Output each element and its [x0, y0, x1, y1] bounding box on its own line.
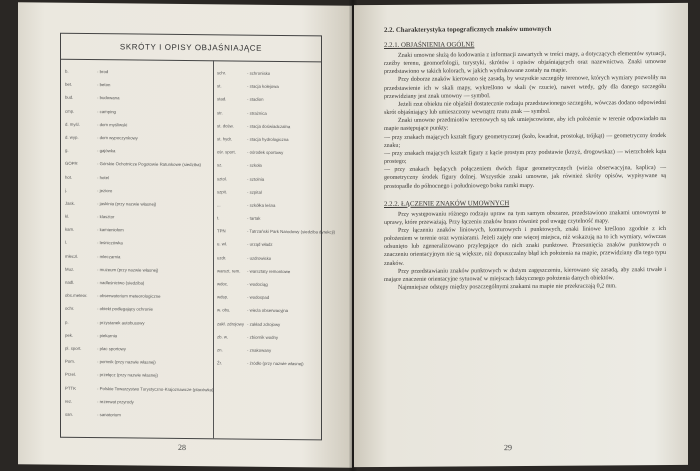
abbreviation-meaning: - muzeum (przy nazwie własnej)	[97, 266, 159, 273]
abbreviation: j.	[65, 187, 68, 193]
right-page-number: 29	[504, 443, 512, 453]
abbreviation: kl.	[65, 213, 70, 219]
table-row	[217, 212, 321, 226]
abbreviation-meaning: - pomnik (przy nazwie własnej)	[97, 359, 156, 365]
table-right-column	[217, 67, 336, 371]
abbreviation-meaning: - nadleśnictwo (siedziba)	[97, 280, 145, 286]
abbreviation: g.	[65, 147, 69, 153]
abbreviation-meaning: - urząd władz	[247, 242, 273, 248]
abbreviation: Jask.	[65, 200, 76, 206]
abbreviation: hot.	[65, 174, 73, 180]
abbreviation-meaning: - stacja doświadczalna	[247, 123, 291, 129]
left-page-number: 28	[178, 442, 186, 453]
abbreviation-meaning: - obserwatorium meteorologiczne	[97, 293, 161, 299]
abbreviation: st.	[217, 83, 222, 89]
table-row	[217, 120, 321, 134]
table-row	[217, 252, 321, 266]
abbreviation: Przel.	[65, 372, 76, 378]
abbreviation-meaning: - stacja hydrologiczna	[247, 136, 289, 143]
abbreviation-meaning: - przystanek autobusowy	[97, 319, 145, 326]
abbreviation: rez.	[65, 398, 73, 404]
abbreviation-meaning: - kamieniołom	[97, 227, 124, 233]
abbreviation: w. obs.	[217, 307, 231, 313]
abbreviation-meaning: - dom wypoczynkowy	[97, 135, 138, 141]
abbreviation: st. dośw.	[217, 123, 234, 129]
abbreviation-meaning: - piekarnia	[97, 332, 118, 339]
abbreviation: zakł. zdrojowy	[217, 320, 244, 327]
abbreviation-meaning: - mleczarnia	[97, 253, 121, 259]
paragraph: — przy znakach będących połączeniem dwóch figur geometrycznych (wieża obserwacyjna, kaplica) — geometryczny środek figury dolnej. Wszystkie znaki umowne, jak również skróty opisów, wypisywane są prostopadle do północnego i południowego boku ramki mapy.	[384, 165, 666, 190]
abbreviation: kam.	[65, 226, 75, 233]
abbreviation-meaning: - Górskie Ochotnicze Pogotowie Ratunkowe (siedziba)	[97, 161, 201, 168]
abbreviation: pek.	[65, 332, 74, 338]
abbreviation-meaning: - źródło (przy nazwie własnej)	[247, 360, 304, 367]
table-row	[217, 331, 321, 345]
abbreviation: GOPR	[65, 161, 78, 167]
table-row	[217, 199, 321, 213]
abbreviation: Źr.	[217, 360, 223, 366]
abbreviation: nadl.	[65, 279, 75, 285]
abbreviation-meaning: - dom myśliwski	[97, 121, 128, 128]
abbreviation-meaning: - obiekt podlegający ochronie	[97, 306, 153, 313]
abbreviation-meaning: - zbiornik wodny	[247, 334, 279, 340]
abbreviation: Muz.	[65, 266, 75, 272]
abbreviation: ...	[217, 202, 221, 208]
table-row	[217, 357, 321, 371]
right-page-text	[384, 25, 666, 292]
paragraph: Przy łączeniu znaków liniowych, konturowych i punktowych, znaki liniowe kreślono zgodnie z ich położeniem w terenie oraz wymiarami. Jeżeli zajęły one więcej miejsca, niż wskazują na to ich wymiary, wówczas odsunięto lub zgeneralizowano przylegające do nich znaki punktowe. Przesunięcia znaków punktowych o znaczeniu orientacyjnym nie są większe, niż dopuszczalny błąd ich położenia na mapie, przewidziany dla tego typu znaków.	[384, 225, 666, 267]
paragraph: Przy doborze znaków kierowano się zasadą, by wszystkie szczegóły terenowe, których wymiary pozwoliły na przedstawienie ich w skali mapy, wykreślono w skali (w rzucie), nawet wtedy, gdy dla danego szczegółu przewidziany jest znak umowny — symbol.	[384, 75, 666, 100]
abbreviation: d. myśl.	[65, 121, 80, 127]
paragraph: Najmniejsze odstępy między poszczególnymi znakami na mapie nie przekraczają 0,2 mm.	[398, 283, 617, 291]
abbreviation: Pom.	[65, 358, 76, 364]
abbreviation-meaning: - gajówka	[97, 148, 116, 154]
table-row	[217, 173, 321, 187]
table-row	[217, 278, 321, 292]
abbreviation-meaning: - jaskinia (przy nazwie własnej)	[97, 200, 157, 207]
table-row	[217, 133, 321, 147]
table-row	[217, 186, 321, 200]
table-row	[217, 318, 321, 332]
abbreviation: sztol.	[217, 175, 228, 181]
table-column-divider	[213, 60, 214, 438]
abbreviation-meaning: - schronisko	[247, 70, 271, 76]
left-page	[18, 2, 352, 467]
abbreviation: wdoc.	[217, 281, 229, 287]
abbreviation-meaning: - budowana	[97, 95, 120, 101]
paragraph: Znaki umowne służą do kodowania z informacji zawartych w treści mapy, a dotyczących elementów sytuacji, rzeźby terenu, geomorfologii, turystyki, skrótów i opisów objaśniających oraz nazewnictwa. Znaki umowne przedstawiono w takich kolorach, w jakich wydrukowane zostały na mapie.	[384, 50, 666, 76]
abbreviation-meaning: - zakład zdrojowy	[247, 321, 281, 327]
abbreviation-meaning: - strażnica	[247, 110, 267, 116]
abbreviation: st. hydr.	[217, 136, 233, 142]
abbreviation-meaning: - tartak	[247, 215, 261, 221]
abbreviation: PTTK	[65, 385, 76, 391]
abbreviation-meaning: - ośrodek sportowy	[247, 149, 284, 156]
abbreviation-meaning: - rezerwat przyrody	[97, 398, 134, 405]
abbreviation-meaning: - wodospad	[247, 294, 270, 301]
table-header-rule	[61, 59, 321, 63]
abbreviation-meaning: - wodociąg	[247, 281, 268, 287]
section-title: 2.2. Charakterystyka topograficznych znaków umownych	[384, 25, 552, 34]
abbreviation: p.	[65, 319, 69, 325]
abbreviation: TPN	[217, 228, 226, 234]
abbreviation-meaning: - beton	[97, 82, 111, 88]
subsection-2-body	[384, 209, 666, 293]
abbreviation: warszt. rem.	[217, 268, 241, 274]
abbreviation-meaning: - wieża obserwacyjna	[247, 308, 289, 314]
table-row	[217, 292, 321, 306]
abbreviation-meaning: - uzdrowisko	[247, 255, 272, 261]
abbreviation: zn.	[217, 347, 223, 353]
right-page	[354, 3, 688, 467]
table-row	[217, 107, 321, 121]
abbreviation-meaning: - sztolnia	[247, 176, 265, 182]
abbreviation-meaning: - Polskie Towarzystwo Turystyczno-Krajoznawcze (placówka)	[97, 385, 214, 392]
abbreviations-table	[60, 33, 336, 441]
paragraph: Znaki umowne przedmiotów terenowych są tak umiejscowione, aby ich położenie w terenie odpowiadało na mapie następujące punkty:	[384, 116, 666, 133]
paragraph: Przy przedstawianiu znaków punktowych w dużym zagęszczeniu, kierowano się zasadą, aby znaki trwałe i mające znaczenie orientacyjne sytuować w miejscach faktycznego położenia danych obiektów.	[384, 266, 666, 283]
abbreviation-meaning: - plac sportowy	[97, 346, 126, 352]
abbreviation-meaning: - sanatorium	[97, 411, 121, 418]
abbreviation: pl. sport.	[65, 345, 82, 351]
table-row	[217, 265, 321, 279]
abbreviation-meaning: - camping	[97, 108, 116, 114]
abbreviation: ochr.	[65, 306, 75, 312]
table-row	[217, 94, 321, 108]
table-row	[217, 305, 321, 319]
abbreviation: bet.	[65, 81, 73, 88]
abbreviation: szpit.	[217, 189, 228, 195]
table-row	[217, 160, 321, 174]
abbreviation-meaning: - szpital	[247, 189, 262, 195]
abbreviation: obs.meteor.	[65, 292, 88, 299]
abbreviation: str.	[217, 109, 223, 115]
abbreviation-meaning: - stacja kolejowa	[247, 83, 279, 90]
table-row	[217, 67, 321, 81]
abbreviation-meaning: - klasztor	[97, 214, 115, 220]
subsection-2-title: 2.2.2. ŁĄCZENIE ZNAKÓW UMOWNYCH	[384, 199, 510, 208]
abbreviation-meaning: - warsztaty remontowe	[247, 268, 291, 274]
abbreviation-meaning: - szkółka leśna	[247, 202, 276, 208]
paragraph: — przy znakach mających kształt figury geometrycznej (koło, kwadrat, prostokąt, trójkąt) — geometryczny środek znaku;	[384, 132, 666, 149]
abbreviation: d. wyp.	[65, 134, 79, 140]
paragraph: Przy występowaniu różnego rodzaju upraw na tym samym obszarze, przedstawiono znakami umownymi te uprawy, które przeważają. Przy łączeniu znaków brano również pod uwagę czytelność mapy.	[384, 209, 666, 226]
abbreviation-meaning: - znakowany	[247, 347, 272, 353]
abbreviation: stad.	[217, 96, 227, 102]
abbreviation-meaning: - stadion	[247, 97, 264, 103]
abbreviation: sz.	[217, 162, 223, 168]
table-row	[217, 226, 336, 240]
abbreviation: wdsp.	[217, 294, 229, 300]
table-row	[217, 344, 321, 358]
abbreviation-meaning: - hotel	[97, 174, 109, 180]
subsection-1-body	[384, 50, 666, 191]
abbreviation: u. wł.	[217, 241, 228, 247]
abbreviation: l.	[65, 240, 68, 246]
abbreviation: cmp.	[65, 108, 75, 114]
table-row	[217, 239, 321, 253]
abbreviation: t.	[217, 215, 220, 221]
abbreviation-meaning: - szkoła	[247, 162, 262, 169]
abbreviation-meaning: - brod	[97, 69, 109, 75]
abbreviation: ośr. sport.	[217, 149, 236, 155]
subsection-1-title: 2.2.1. OBJAŚNIENIA OGÓLNE	[384, 41, 475, 49]
abbreviation-meaning: - jezioro	[97, 187, 113, 193]
abbreviation-meaning: - Tatrzański Park Narodowy (siedziba dyrekcji)	[247, 228, 336, 235]
table-row	[217, 146, 321, 160]
paragraph: Jeżeli rzut obiektu nie objaśnił dostatecznie rodzaju przedstawionego szczegółu, wówczas dodano odpowiedni skrót objaśniający lub umieszczony wewnątrz rzutu znak — symbol.	[384, 99, 666, 117]
table-row	[65, 409, 211, 424]
paragraph: — przy znakach mających kształt figury z kącie prostym przy podstawie (krzyż, drogowskaz) — wierzchołek kąta prostego;	[384, 148, 666, 165]
table-left-column	[65, 66, 214, 424]
abbreviation: schr.	[217, 70, 227, 76]
table-title: SKRÓTY I OPISY OBJAŚNIAJĄCE	[119, 42, 263, 53]
abbreviation: san.	[65, 411, 74, 417]
abbreviation: mleczl.	[65, 253, 79, 259]
abbreviation: bud.	[65, 95, 74, 101]
table-row	[217, 81, 321, 95]
abbreviation-meaning: - leśniczówka	[97, 240, 123, 246]
abbreviation: uzdr.	[217, 254, 227, 261]
abbreviation: zb. w.	[217, 334, 228, 340]
abbreviation: b.	[65, 68, 69, 74]
abbreviation-meaning: - przełęcz (przy nazwie własnej)	[97, 372, 158, 379]
